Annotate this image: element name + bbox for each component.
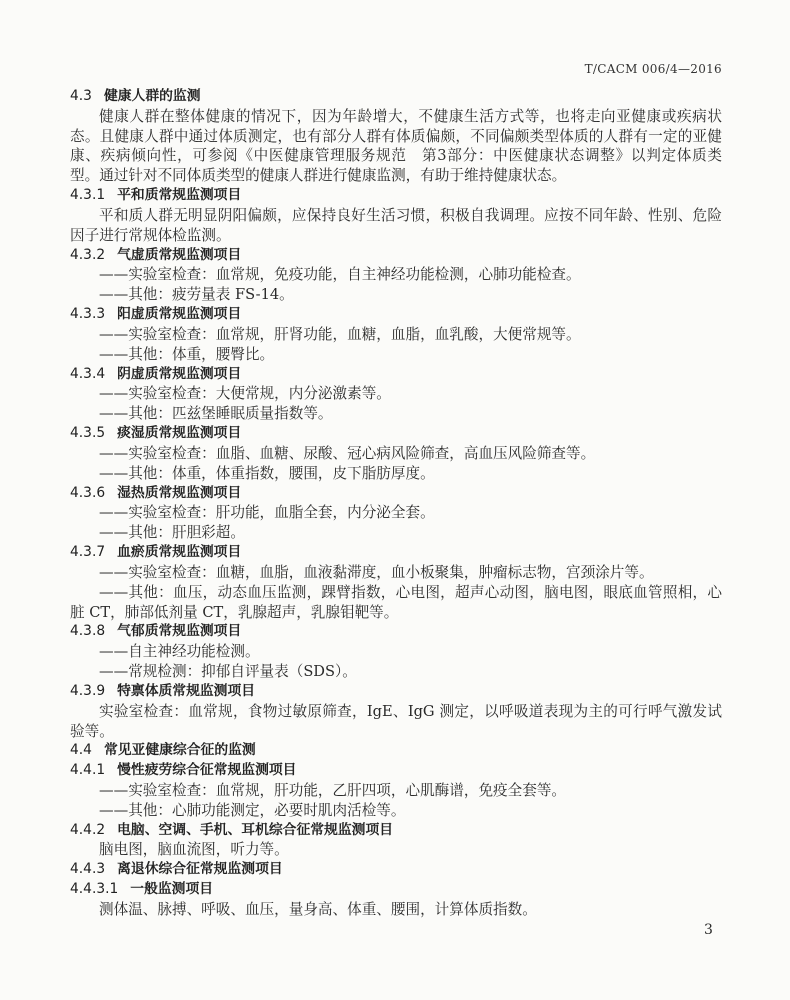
body-text-line: ——实验室检查：血常规，肝功能，乙肝四项，心肌酶谱，免疫全套等。 bbox=[99, 781, 567, 799]
section-title: 血瘀质常规监测项目 bbox=[117, 544, 242, 561]
section-title: 常见亚健康综合征的监测 bbox=[103, 742, 256, 759]
section-number: 4.3.8 bbox=[70, 623, 106, 640]
body-text-line: ——常规检测：抑郁自评量表（SDS）。 bbox=[99, 663, 357, 681]
section-title: 电脑、空调、手机、耳机综合征常规监测项目 bbox=[117, 821, 394, 838]
section-title: 特禀体质常规监测项目 bbox=[117, 682, 256, 699]
section-number: 4.3.5 bbox=[70, 425, 106, 442]
body-text-line: 平和质人群无明显阴阳偏颇，应保持良好生活习惯，积极自我调理。应按不同年龄、性别、危险 bbox=[99, 206, 722, 224]
page-number: 3 bbox=[704, 922, 713, 938]
body-text-line: ——实验室检查：大便常规，内分泌激素等。 bbox=[99, 385, 391, 403]
body-text-line: ——其他：疲劳量表 FS-14。 bbox=[99, 286, 294, 304]
section-heading bbox=[70, 860, 722, 880]
section-number: 4.4.2 bbox=[70, 821, 106, 838]
section-heading bbox=[70, 821, 722, 841]
section-title: 阴虚质常规监测项目 bbox=[117, 365, 242, 382]
section-number: 4.4 bbox=[70, 742, 92, 759]
document-code-header: T/CACM 006/4—2016 bbox=[584, 62, 722, 76]
body-text-line: 实验室检查：血常规，食物过敏原筛查，IgE、IgG 测定，以呼吸道表现为主的可行呼气激发试 bbox=[99, 702, 722, 720]
section-title: 健康人群的监测 bbox=[103, 88, 201, 104]
section-heading bbox=[70, 186, 722, 206]
body-text-line: ——实验室检查：血常规，肝肾功能，血糖，血脂，血乳酸，大便常规等。 bbox=[99, 325, 581, 343]
section-number: 4.3.9 bbox=[70, 682, 106, 699]
body-text-line: 验等。 bbox=[70, 722, 114, 740]
body-text-line: ——其他：体重，腰臀比。 bbox=[99, 345, 275, 363]
section-title: 阳虚质常规监测项目 bbox=[117, 306, 242, 323]
section-title: 离退休综合征常规监测项目 bbox=[117, 861, 283, 878]
body-text-line: ——其他：血压，动态血压监测，踝臂指数，心电图，超声心动图，脑电图，眼底血管照相，心 bbox=[99, 583, 722, 601]
body-text-line: 脑电图，脑血流图，听力等。 bbox=[99, 841, 289, 859]
section-heading bbox=[70, 682, 722, 702]
section-number: 4.3.3 bbox=[70, 306, 106, 323]
body-text-line: ——其他：肝胆彩超。 bbox=[99, 524, 245, 542]
section-heading bbox=[70, 424, 722, 444]
body-text-line: ——其他：心肺功能测定，必要时肌肉活检等。 bbox=[99, 801, 406, 819]
section-number: 4.3 bbox=[70, 88, 92, 104]
section-heading bbox=[70, 246, 722, 266]
section-title: 平和质常规监测项目 bbox=[117, 187, 242, 204]
section-heading bbox=[70, 543, 722, 563]
section-heading bbox=[70, 365, 722, 385]
body-text-line: ——实验室检查：血常规，免疫功能，自主神经功能检测，心肺功能检查。 bbox=[99, 266, 581, 284]
section-heading bbox=[70, 880, 722, 900]
body-text-line: 健康人群在整体健康的情况下，因为年龄增大，不健康生活方式等，也将走向亚健康或疾病状 bbox=[99, 107, 722, 125]
section-title: 慢性疲劳综合征常规监测项目 bbox=[117, 762, 297, 779]
body-text-line: ——实验室检查：血糖，血脂，血液黏滞度，血小板聚集，肿瘤标志物，宫颈涂片等。 bbox=[99, 563, 654, 581]
body-text-line: ——实验室检查：肝功能，血脂全套，内分泌全套。 bbox=[99, 504, 435, 522]
body-text-line: ——其他：体重，体重指数，腰围，皮下脂肪厚度。 bbox=[99, 464, 435, 482]
section-number: 4.4.1 bbox=[70, 762, 106, 779]
body-text-line: ——自主神经功能检测。 bbox=[99, 643, 260, 661]
body-text-line: 型。通过针对不同体质类型的健康人群进行健康监测，有助于维持健康状态。 bbox=[70, 167, 567, 185]
section-title: 气郁质常规监测项目 bbox=[117, 623, 242, 640]
section-number: 4.4.3 bbox=[70, 861, 106, 878]
document-body bbox=[70, 87, 722, 920]
body-text-line: ——实验室检查：血脂、血糖、尿酸、冠心病风险筛查，高血压风险筛查等。 bbox=[99, 444, 596, 462]
section-number: 4.4.3.1 bbox=[70, 881, 119, 898]
section-number: 4.3.2 bbox=[70, 246, 106, 263]
body-text-line: 脏 CT，肺部低剂量 CT，乳腺超声，乳腺钼靶等。 bbox=[70, 603, 399, 621]
body-text-line: 态。且健康人群中通过体质测定，也有部分人群有体质偏颇，不同偏颇类型体质的人群有一定的亚健 bbox=[70, 127, 722, 145]
body-text-line: ——其他：匹兹堡睡眠质量指数等。 bbox=[99, 405, 333, 423]
section-heading bbox=[70, 484, 722, 504]
section-title: 气虚质常规监测项目 bbox=[117, 246, 242, 263]
section-number: 4.3.1 bbox=[70, 187, 106, 204]
section-heading bbox=[70, 622, 722, 642]
section-heading bbox=[70, 761, 722, 781]
section-heading bbox=[70, 741, 722, 761]
body-text-line: 康、疾病倾向性，可参阅《中医健康管理服务规范 第3部分：中医健康状态调整》以判定体质类 bbox=[70, 147, 722, 165]
section-number: 4.3.4 bbox=[70, 365, 106, 382]
section-title: 一般监测项目 bbox=[130, 881, 214, 898]
body-text-line: 测体温、脉搏、呼吸、血压，量身高、体重、腰围，计算体质指数。 bbox=[99, 900, 537, 918]
section-heading bbox=[70, 305, 722, 325]
section-title: 湿热质常规监测项目 bbox=[117, 484, 242, 501]
section-heading bbox=[70, 87, 722, 107]
section-title: 痰湿质常规监测项目 bbox=[117, 425, 242, 442]
section-number: 4.3.7 bbox=[70, 544, 106, 561]
body-text-line: 因子进行常规体检监测。 bbox=[70, 226, 231, 244]
section-number: 4.3.6 bbox=[70, 484, 106, 501]
